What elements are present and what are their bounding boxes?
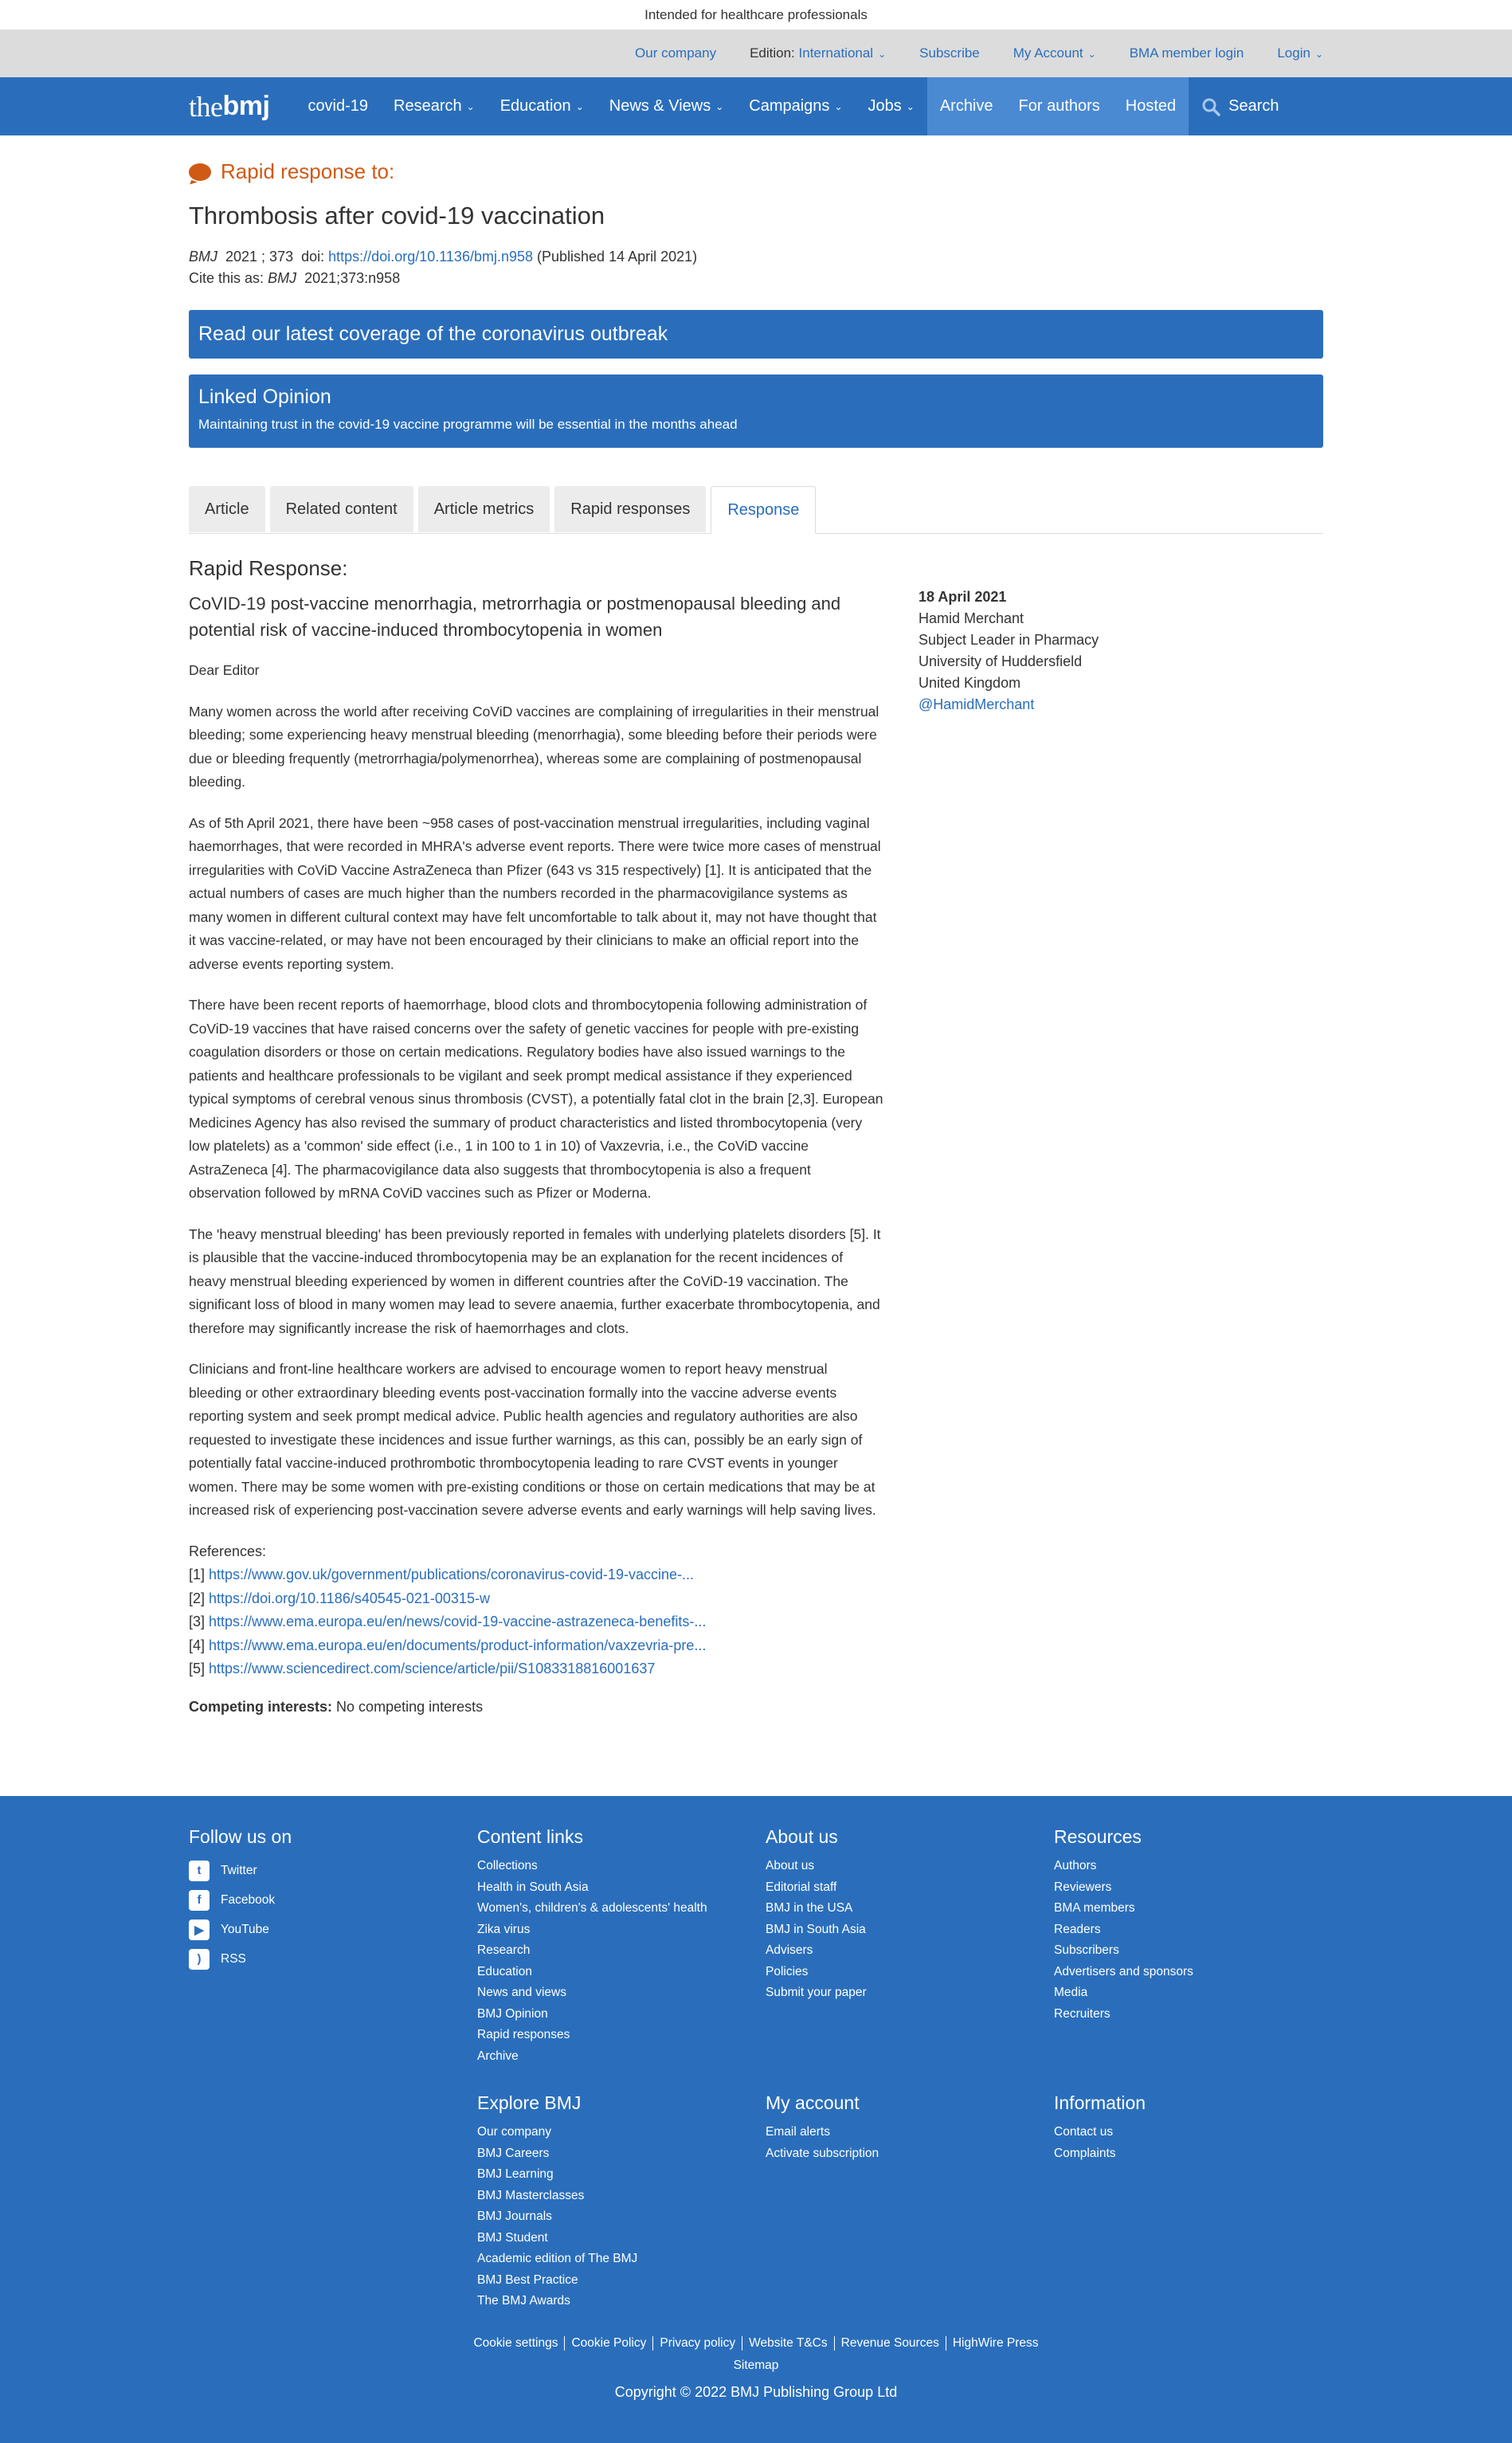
tab-related-content[interactable]: Related content bbox=[270, 486, 413, 532]
privacy-policy-link[interactable]: Privacy policy bbox=[652, 2336, 742, 2351]
reference-link[interactable]: https://www.sciencedirect.com/science/article/pii/S1083318816001637 bbox=[209, 1661, 656, 1676]
reference-item: [2] https://doi.org/10.1186/s40545-021-00315-w bbox=[189, 1590, 490, 1606]
reference-link[interactable]: https://doi.org/10.1186/s40545-021-00315-w bbox=[209, 1590, 490, 1606]
footer-link[interactable]: Research bbox=[477, 1943, 531, 1957]
footer-link[interactable]: Policies bbox=[766, 1964, 809, 1978]
nav-covid-19[interactable]: covid-19 bbox=[307, 97, 369, 115]
footer-link[interactable]: Editorial staff bbox=[766, 1880, 837, 1894]
chevron-down-icon: ⌄ bbox=[715, 100, 724, 112]
footer-content-links: Content links Collections Health in South Asia Women's, children's & adolescents' health Zika virus Research Education News and views BMJ Opinion Rapid responses Archive bbox=[477, 1826, 766, 2067]
doi-link[interactable]: https://doi.org/10.1136/bmj.n958 bbox=[328, 249, 533, 265]
search-icon bbox=[1201, 97, 1220, 116]
response-date: 18 April 2021 bbox=[919, 589, 1007, 605]
reference-item: [5] https://www.sciencedirect.com/science/article/pii/S1083318816001637 bbox=[189, 1661, 656, 1676]
tab-article[interactable]: Article bbox=[189, 486, 265, 532]
facebook-link[interactable]: f Facebook bbox=[189, 1885, 477, 1915]
paragraph: There have been recent reports of haemorrhage, blood clots and thrombocytopenia following administration of CoViD-19 vaccines that have raised concerns over the safety of genetic vaccines for people with pre-existing coagulation disorders or those on certain medications. Regulatory bodies have also issued warnings to the patients and healthcare professionals to be vigilant and seek prompt medical assistance if they experienced typical symptoms of cerebral venous sinus thrombosis (CVST), a potentially fatal clot in the brain [2,3]. European Medicines Agency has also revised the summary of product characteristics and listed thrombocytopenia (very low platelets) as a 'common' side effect (i.e., 1 in 100 to 1 in 10) of Vaxzevria, i.e., the CoViD vaccine AstraZeneca [4]. The pharmacovigilance data also suggests that thrombocytopenia is also a frequent observation followed by mRNA CoViD vaccines such as Pfizer or Moderna. bbox=[189, 997, 883, 1201]
chevron-down-icon: ⌄ bbox=[466, 100, 475, 112]
login-menu[interactable] bbox=[1277, 45, 1323, 61]
revenue-sources-link[interactable]: Revenue Sources bbox=[834, 2336, 946, 2351]
youtube-link[interactable]: ▶ YouTube bbox=[189, 1915, 477, 1944]
author-country: United Kingdom bbox=[919, 675, 1021, 691]
twitter-icon: t bbox=[189, 1861, 210, 1881]
footer-link[interactable]: Activate subscription bbox=[766, 2146, 879, 2160]
chevron-down-icon: ⌄ bbox=[1087, 49, 1096, 60]
footer-link[interactable]: Zika virus bbox=[477, 1922, 531, 1936]
linked-opinion-subtitle: Maintaining trust in the covid-19 vaccine programme will be essential in the months ahead bbox=[198, 417, 738, 432]
reference-link[interactable]: https://www.gov.uk/government/publications/coronavirus-covid-19-vaccine-... bbox=[209, 1567, 694, 1582]
footer-link[interactable]: BMJ Masterclasses bbox=[477, 2188, 585, 2202]
footer-link[interactable]: BMJ Student bbox=[477, 2230, 548, 2245]
article-tabs bbox=[189, 486, 1323, 534]
footer-link[interactable]: BMJ in the USA bbox=[766, 1901, 853, 1915]
footer-my-account: My account Email alerts Activate subscription bbox=[766, 2092, 1054, 2312]
competing-interests: Competing interests: No competing interests bbox=[189, 1698, 484, 1715]
paragraph: Clinicians and front-line healthcare workers are advised to encourage women to report heavy menstrual bleeding or other extraordinary bleeding events post-vaccination formally into the vaccine adverse events reporting system and seek prompt medical advice. Public health agencies and regulatory authorities are also requested to investigate these incidences and issue further warnings, as this can, possibly be an early sign of potentially fatal vaccine-induced prothrombotic thrombocytopenia leading to rare CVST events in younger women. There may be some women with pre-existing conditions or those on certain medications that may be at increased risk of experiencing post-vaccination severe adverse events and early warnings will help saving lives. bbox=[189, 1361, 876, 1518]
footer-link[interactable]: Readers bbox=[1054, 1922, 1101, 1936]
references bbox=[189, 1540, 883, 1681]
site-footer bbox=[0, 1796, 1512, 2443]
author-info bbox=[919, 556, 1099, 1716]
reference-item: [3] https://www.ema.europa.eu/en/news/covid-19-vaccine-astrazeneca-benefits-... bbox=[189, 1614, 707, 1629]
linked-opinion-title: Linked Opinion bbox=[198, 386, 331, 408]
twitter-link[interactable]: t Twitter bbox=[189, 1856, 477, 1885]
footer-link[interactable]: Submit your paper bbox=[766, 1986, 867, 1999]
footer-link[interactable]: Academic edition of The BMJ bbox=[477, 2252, 638, 2265]
speech-bubble-icon bbox=[189, 163, 211, 181]
rss-icon: ) bbox=[189, 1949, 210, 1970]
article-title: Thrombosis after covid-19 vaccination bbox=[189, 202, 605, 229]
nav-archive[interactable]: Archive bbox=[927, 77, 1006, 135]
footer-link[interactable]: Authors bbox=[1054, 1859, 1097, 1872]
edition-selector[interactable] bbox=[750, 45, 886, 61]
nav-research[interactable]: Research ⌄ bbox=[394, 97, 475, 115]
chevron-down-icon: ⌄ bbox=[834, 100, 843, 112]
footer-link[interactable]: Complaints bbox=[1054, 2146, 1116, 2160]
footer-link[interactable]: Our company bbox=[477, 2125, 552, 2139]
footer-link[interactable]: News and views bbox=[477, 1986, 566, 1999]
footer-link[interactable]: BMJ Journals bbox=[477, 2210, 552, 2223]
bmj-logo[interactable]: the bmj bbox=[189, 90, 270, 123]
nav-jobs[interactable]: Jobs ⌄ bbox=[868, 97, 915, 115]
footer-link[interactable]: BMJ Opinion bbox=[477, 2006, 548, 2021]
footer-link[interactable]: Email alerts bbox=[766, 2125, 830, 2139]
chevron-down-icon: ⌄ bbox=[1314, 49, 1323, 60]
citation-line: BMJ 2021 ; 373 doi: https://doi.org/10.1136/bmj.n958 (Published 14 April 2021) bbox=[189, 249, 698, 265]
reference-link[interactable]: https://www.ema.europa.eu/en/documents/product-information/vaxzevria-pre... bbox=[209, 1637, 707, 1653]
footer-link[interactable]: Media bbox=[1054, 1986, 1088, 1999]
footer-link[interactable]: Reviewers bbox=[1054, 1880, 1112, 1894]
paragraph: The 'heavy menstrual bleeding' has been previously reported in females with underlying platelets disorders [5]. It is plausible that the vaccine-induced thrombocytopenia may be an explanation for the recent incidences of heavy menstrual bleeding experienced by women in different countries after the CoViD-19 vaccination. The significant loss of blood in many women may lead to severe anaemia, further exacerbate thrombocytopenia, and therefore may significantly increase the risk of haemorrhages and clots. bbox=[189, 1225, 881, 1336]
reference-item: [4] https://www.ema.europa.eu/en/documents/product-information/vaxzevria-pre... bbox=[189, 1637, 707, 1653]
reference-item: [1] https://www.gov.uk/government/publications/coronavirus-covid-19-vaccine-... bbox=[189, 1567, 694, 1582]
footer-about-us: About us About us Editorial staff BMJ in the USA BMJ in South Asia Advisers Policies Submit your paper bbox=[766, 1826, 1054, 2067]
my-account-link[interactable]: My Account bbox=[1013, 45, 1083, 61]
copyright: Copyright © 2022 BMJ Publishing Group Ltd bbox=[614, 2383, 898, 2400]
subscribe-link[interactable]: Subscribe bbox=[919, 45, 980, 61]
footer-link[interactable]: Education bbox=[477, 1964, 532, 1978]
rapid-response-label: Rapid response to: bbox=[189, 159, 1323, 184]
footer-link[interactable]: Recruiters bbox=[1054, 2006, 1110, 2021]
main-nav bbox=[0, 77, 1512, 135]
nav-hosted[interactable]: Hosted bbox=[1113, 77, 1189, 135]
author-twitter-handle[interactable]: @HamidMerchant bbox=[919, 696, 1035, 712]
footer-link[interactable]: Contact us bbox=[1054, 2125, 1114, 2139]
footer-link[interactable]: Archive bbox=[477, 2049, 519, 2063]
coronavirus-coverage-banner[interactable]: Read our latest coverage of the coronavirus outbreak bbox=[189, 310, 1323, 359]
chevron-down-icon: ⌄ bbox=[878, 49, 887, 60]
utility-bar bbox=[0, 29, 1512, 77]
page-body bbox=[189, 159, 1323, 1716]
nav-campaigns[interactable]: Campaigns ⌄ bbox=[749, 97, 843, 115]
footer-link[interactable]: BMJ Best Practice bbox=[477, 2272, 578, 2287]
tab-rapid-responses[interactable]: Rapid responses bbox=[554, 486, 706, 532]
my-account-menu[interactable] bbox=[1013, 45, 1096, 61]
response-body bbox=[189, 556, 883, 1716]
rapid-response-heading: Rapid Response: bbox=[189, 556, 348, 580]
edition-label: Edition: bbox=[750, 45, 795, 61]
author-name: Hamid Merchant bbox=[919, 610, 1024, 626]
footer-link[interactable]: About us bbox=[766, 1859, 815, 1872]
edition-value[interactable]: International bbox=[798, 45, 874, 61]
footer-link[interactable]: Health in South Asia bbox=[477, 1880, 589, 1894]
author-institution: University of Huddersfield bbox=[919, 653, 1083, 669]
footer-information: Information Contact us Complaints bbox=[1054, 2092, 1323, 2312]
footer-link[interactable]: BMJ in South Asia bbox=[766, 1922, 866, 1936]
reference-link[interactable]: https://www.ema.europa.eu/en/news/covid-19-vaccine-astrazeneca-benefits-... bbox=[209, 1614, 707, 1629]
tab-article-metrics[interactable]: Article metrics bbox=[418, 486, 550, 532]
references-label: References: bbox=[189, 1543, 267, 1559]
footer-explore-bmj: Explore BMJ Our company BMJ Careers BMJ Learning BMJ Masterclasses BMJ Journals BMJ Student Academic edition of The BMJ BMJ Best Practice The BMJ Awards bbox=[477, 2092, 766, 2312]
footer-link[interactable]: Subscribers bbox=[1054, 1943, 1119, 1957]
youtube-icon: ▶ bbox=[189, 1920, 210, 1940]
nav-for-authors[interactable]: For authors bbox=[1006, 77, 1113, 135]
footer-link[interactable]: The BMJ Awards bbox=[477, 2294, 570, 2308]
footer-link[interactable]: Women's, children's & adolescents' health bbox=[477, 1901, 707, 1915]
highwire-press-link[interactable]: HighWire Press bbox=[946, 2336, 1045, 2351]
healthcare-professionals-notice: Intended for healthcare professionals bbox=[0, 0, 1512, 29]
cookie-policy-link[interactable]: Cookie Policy bbox=[564, 2336, 652, 2351]
website-tcs-link[interactable]: Website T&Cs bbox=[742, 2336, 834, 2351]
footer-link[interactable]: Collections bbox=[477, 1859, 538, 1872]
salutation: Dear Editor bbox=[189, 662, 260, 678]
search-button[interactable]: Search bbox=[1189, 77, 1291, 135]
paragraph: As of 5th April 2021, there have been ~958 cases of post-vaccination menstrual irregularities, including vaginal haemorrhages, that were recorded in MHRA's adverse event reports. There were twice more cases of menstrual irregularities with CoViD Vaccine AstraZeneca than Pfizer (643 vs 315 respectively) [1]. It is anticipated that the actual numbers of cases are much higher than the numbers recorded in the pharmacovigilance systems as many women in different cultural context may have felt uncomfortable to talk about it, may not have thought that it was vaccine-related, or may have not been encouraged by their clinicians to make an official report into the adverse events reporting system. bbox=[189, 814, 881, 972]
footer-link[interactable]: Rapid responses bbox=[477, 2028, 570, 2041]
footer-bottom-links bbox=[189, 2336, 1323, 2351]
footer-follow-us: Follow us on t Twitter f Facebook ▶ YouTube ) RSS bbox=[189, 1826, 477, 2067]
bma-member-login-link[interactable]: BMA member login bbox=[1129, 45, 1244, 61]
chevron-down-icon: ⌄ bbox=[906, 100, 915, 112]
response-subject: CoVID-19 post-vaccine menorrhagia, metrorrhagia or postmenopausal bleeding and potential risk of vaccine-induced thrombocytopenia in women bbox=[189, 594, 841, 640]
cite-as-line: Cite this as: BMJ 2021;373:n958 bbox=[189, 270, 401, 286]
login-link[interactable]: Login bbox=[1277, 45, 1310, 61]
nav-education[interactable]: Education ⌄ bbox=[499, 97, 584, 115]
tab-response[interactable]: Response bbox=[711, 486, 816, 534]
footer-resources: Resources Authors Reviewers BMA members Readers Subscribers Advertisers and sponsors Media Recruiters bbox=[1054, 1826, 1323, 2067]
chevron-down-icon: ⌄ bbox=[575, 100, 584, 112]
paragraph: Many women across the world after receiving CoViD vaccines are complaining of irregularities in their menstrual bleeding; some experiencing heavy menstrual bleeding (menorrhagia), some bleeding before their periods were due or bleeding frequently (metrorrhagia/polymenorrhea), whereas some are complaining of postmenopausal bleeding. bbox=[189, 703, 879, 790]
footer-link[interactable]: Advertisers and sponsors bbox=[1054, 1964, 1193, 1978]
author-role: Subject Leader in Pharmacy bbox=[919, 632, 1099, 648]
footer-link[interactable]: BMJ Careers bbox=[477, 2146, 550, 2160]
footer-link[interactable]: BMA members bbox=[1054, 1901, 1135, 1915]
rss-link[interactable]: ) RSS bbox=[189, 1944, 477, 1974]
linked-opinion-banner[interactable] bbox=[189, 374, 1323, 448]
cookie-settings-link[interactable]: Cookie settings bbox=[473, 2335, 558, 2350]
facebook-icon: f bbox=[189, 1890, 210, 1911]
footer-link[interactable]: Advisers bbox=[766, 1943, 813, 1957]
sitemap-link[interactable]: Sitemap bbox=[733, 2358, 779, 2372]
footer-link[interactable]: BMJ Learning bbox=[477, 2167, 554, 2181]
our-company-link[interactable]: Our company bbox=[635, 45, 717, 61]
nav-news-views[interactable]: News & Views ⌄ bbox=[609, 97, 724, 115]
